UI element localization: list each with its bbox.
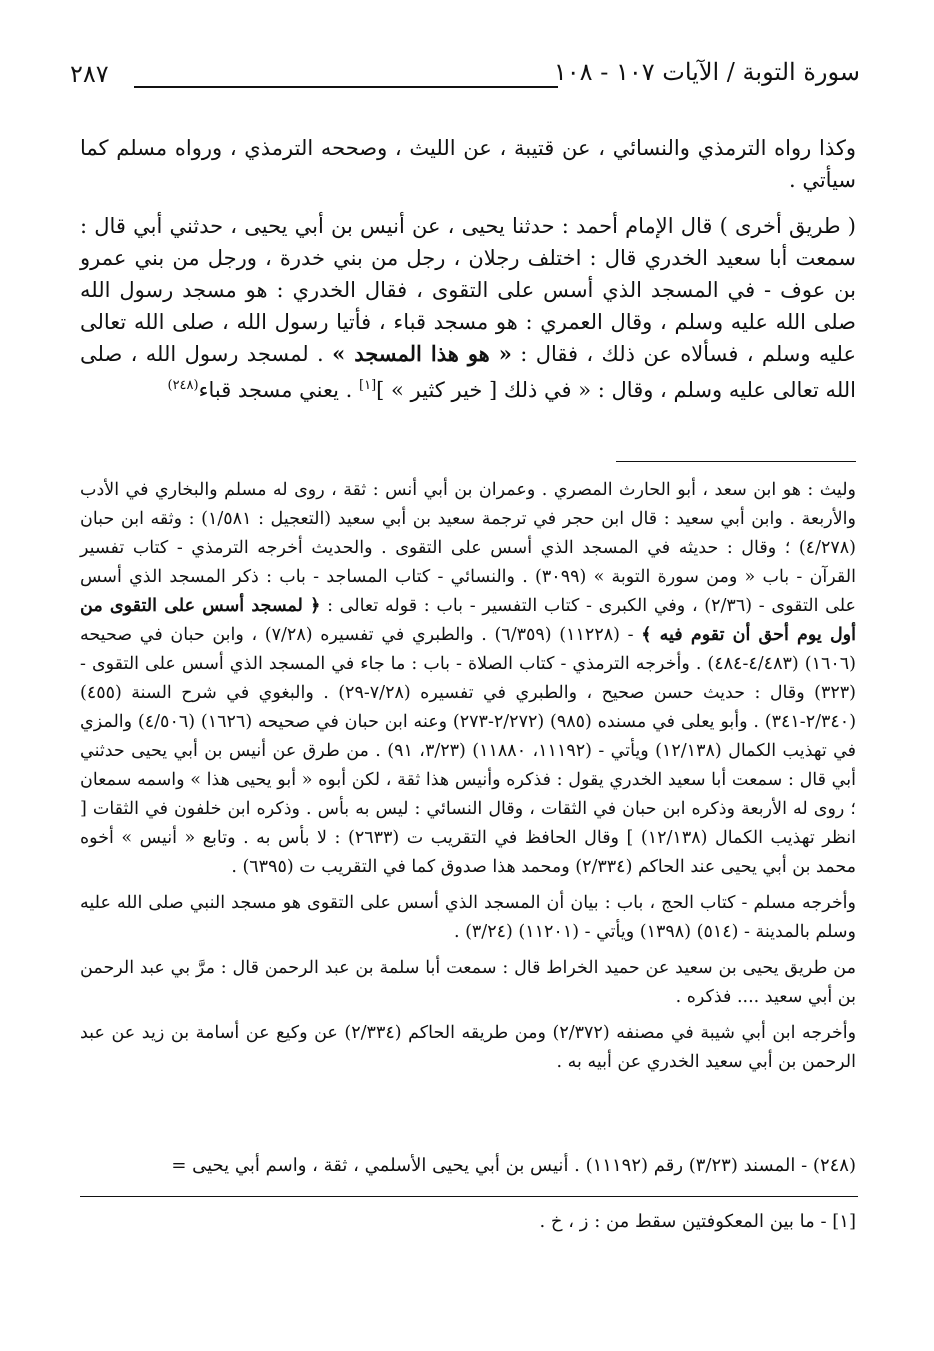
- commentary-notes: [80, 476, 856, 1084]
- footnote-248: (٢٤٨) - المسند (٣/٢٣) رقم (١١١٩٢) . أنيس بن أبي يحيى الأسلمي ، ثقة ، واسم أبي يحيى =: [171, 1155, 856, 1176]
- note-1: [80, 476, 856, 882]
- paragraph-2-text-b: . لمسجد رسول الله ، صلى الله تعالى عليه وسلم ، وقال : « في ذلك [ خير كثير » ]: [80, 342, 856, 402]
- quoted-hadith-bold: « هو هذا المسجد »: [332, 341, 512, 366]
- paragraph-2-text-c: . يعني مسجد قباء: [198, 378, 353, 402]
- note-1-text-a: وليث : هو ابن سعد ، أبو الحارث المصري . وعمران بن أبي أنس : ثقة ، روى له مسلم والبخاري في الأدب والأربعة . وابن أبي سعيد : قال ابن حجر في ترجمة سعيد بن أبي سعيد (التعجيل : ١/٥٨١) : وثقه ابن حبان (٤/٢٧٨) ؛ وقال : حديثه في المسجد الذي أسس على التقوى . والحديث أخرجه الترمذي - كتاب تفسير القرآن - باب « ومن سورة التوبة » (٣٠٩٩) . والنسائي - كتاب المساجد - باب : ذكر المسجد الذي أسس على التقوى - (٢/٣٦) ، وفي الكبرى - كتاب التفسير - باب : قوله تعالى :: [80, 480, 856, 616]
- main-paragraph-1: وكذا رواه الترمذي والنسائي ، عن قتيبة ، عن الليث ، وصححه الترمذي ، ورواه مسلم كما سيأتي .: [80, 136, 856, 192]
- note-4: وأخرجه ابن أبي شيبة في مصنفه (٢/٣٧٢) ومن طريقه الحاكم (٢/٣٣٤) عن وكيع عن أسامة بن زيد عن عبد الرحمن بن أبي سعيد الخدري عن أبيه به .: [80, 1023, 857, 1072]
- note-2: وأخرجه مسلم - كتاب الحج ، باب : بيان أن المسجد الذي أسس على التقوى هو مسجد النبي صلى الله عليه وسلم بالمدينة - (٥١٤) (١٣٩٨) ويأتي - (١١٢٠١) (٣/٢٤) .: [80, 893, 856, 942]
- quran-verse-bold: ﴿ لمسجد أسس على التقوى من أول يوم أحق أن تقوم فيه ﴾: [80, 596, 856, 645]
- note-1-text-b: - (١١٢٢٨) (٦/٣٥٩) . والطبري في تفسيره (٧/٢٨) ، وابن حبان في صحيحه (١٦٠٦) (٤/٤٨٣-٤٨٤) . وأخرجه الترمذي - كتاب الصلاة - باب : ما جاء في المسجد الذي أسس على التقوى - (٣٢٣) وقال : حديث حسن صحيح ، والطبري في تفسيره (٧/٢٨-٢٩) . والبغوي في شرح السنة (٤٥٥) (٢/٣٤٠-٣٤١) . وأبو يعلى في مسنده (٩٨٥) (٢/٢٧٢-٢٧٣) وعنه ابن حبان في صحيحه (١٦٢٦) (٤/٥٠٦) والمزي في تهذيب الكمال (١٢/١٣٨) ويأتي - (١١١٩٢، ١١٨٨٠) (٣/٢٣، ٩١) . من طرق عن أنيس بن أبي يحيى حدثني أبي قال : سمعت أبا سعيد الخدري يقول : فذكره وأنيس هذا ثقة ، لكن أبوه « أبو يحيى هذا » واسمه سمعان ؛ روى له الأربعة وذكره ابن حبان في الثقات ، وقال النسائي : ليس به بأس . وذكره ابن خلفون في الثقات [ انظر تهذيب الكمال (١٢/١٣٨) ] وقال الحافظ في التقريب ت (٢٦٣٣) : لا بأس به . وتابع « أنيس » أخوه محمد بن أبي يحيى عند الحاكم (٢/٣٣٤) ومحمد هذا صدوق كما في التقريب ت (٦٣٩٥) .: [80, 625, 857, 877]
- footnote-separator: [616, 461, 856, 462]
- paragraph-2-text-a: ( طريق أخرى ) قال الإمام أحمد : حدثنا يحيى ، عن أنيس بن أبي يحيى ، حدثني أبي قال : سمعت أبا سعيد الخدري قال : اختلف رجلان ، رجل من بني خدرة ، ورجل من بني عمرو بن عوف - في المسجد الذي أسس على التقوى ، فقال الخدري : هو مسجد رسول الله صلى الله عليه وسلم ، وقال العمري : هو مسجد قباء ، فأتيا رسول الله ، صلى الله تعالى عليه وسلم ، فسألاه عن ذلك ، فقال :: [80, 214, 856, 366]
- header-rule: [134, 86, 558, 88]
- note-3: من طريق يحيى بن سعيد عن حميد الخراط قال : سمعت أبا سلمة بن عبد الرحمن قال : مرَّ بي عبد الرحمن بن أبي سعيد .... فذكره .: [80, 958, 856, 1007]
- footnote-ref-248: (٢٤٨): [167, 378, 199, 393]
- surah-title: سورة التوبة / الآيات ١٠٧ - ١٠٨: [553, 58, 860, 86]
- footnote-1: [١] - ما بين المعكوفتين سقط من : ز ، خ .: [539, 1211, 856, 1232]
- bracket-note-ref: [١]: [359, 378, 377, 393]
- main-text: [80, 132, 856, 420]
- bottom-separator: [80, 1196, 858, 1197]
- page-number: ٢٨٧: [70, 60, 109, 88]
- page-header: [70, 56, 860, 96]
- main-paragraph-2: [80, 210, 856, 406]
